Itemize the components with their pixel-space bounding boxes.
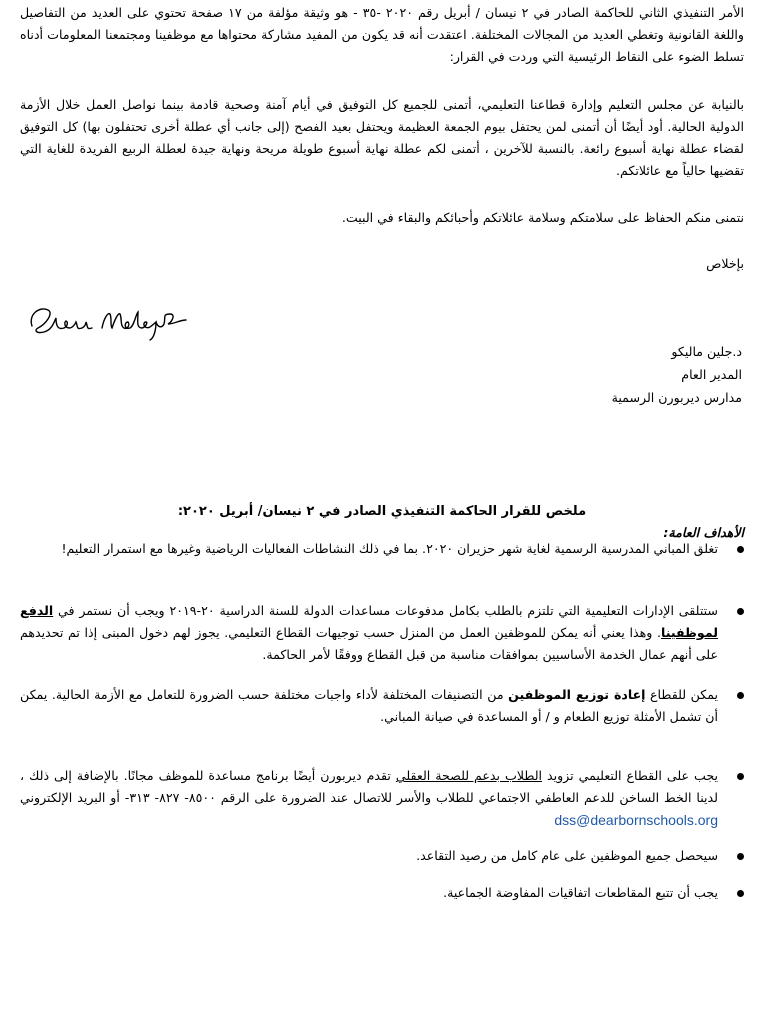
bullet-text-pre: يمكن للقطاع (645, 687, 718, 702)
signer-name: د.جلين ماليكو (671, 344, 742, 359)
bullet-emphasis: الدفع لموظفينا (20, 603, 718, 640)
bullet-list-item (20, 765, 744, 832)
bullet-emphasis: إعادة توزيع الموظفين (508, 687, 646, 702)
bullet-list-item (20, 845, 744, 867)
bullet-text-pre: يجب على القطاع التعليمي تزويد (542, 768, 718, 783)
signer-title: المدير العام (681, 367, 742, 382)
list-item (20, 765, 744, 832)
list-item (20, 538, 744, 560)
bullet-text-post: . وهذا يعني أنه يمكن للموظفين العمل من المنزل حسب توجيهات القطاع التعليمي. يجوز لهم دخول المبنى إذا تم تحديدهم على أنهم عمال الخدمة الأساسيين بموافقات مناسبة من قبل القطاع ووفقًا لأمر الحاكمة. (20, 625, 718, 662)
intro-paragraph: الأمر التنفيذي الثاني للحاكمة الصادر في ٢ نيسان / أبريل رقم ٢٠٢٠ -٣٥ - هو وثيقة مؤلفة من ١٧ صفحة تحتوي على العديد من التفاصيل واللغة القانونية وتغطي العديد من المجالات المختلفة. اعتقدت أنه قد يكون من المفيد مشاركة محتواها مع موظفينا ومجتمعنا المعلومات أدناه تسلط الضوء على النقاط الرئيسية التي وردت في القرار: (20, 5, 744, 64)
bullet-emphasis: الطلاب بدعم للصحة العقلي (395, 768, 543, 783)
handwritten-signature (24, 300, 194, 342)
closing-line: بإخلاص (706, 256, 744, 271)
bullet-icon (737, 853, 744, 860)
list-item (20, 684, 744, 728)
bullet-list-item (20, 882, 744, 904)
bullet-text: تغلق المباني المدرسية الرسمية لغاية شهر حزيران ٢٠٢٠. بما في ذلك النشاطات الفعاليات الرياضية وغيرها مع استمرار التعليم! (61, 541, 718, 556)
support-email-link[interactable]: dss@dearbornschools.org (554, 812, 718, 828)
wishes-paragraph: بالنيابة عن مجلس التعليم وإدارة قطاعنا التعليمي، أتمنى للجميع كل التوفيق في أيام آمنة وصحية قادمة بينما نواصل العمل خلال الأزمة الدولية الحالية. أود أيضًا أن أتمنى لمن يحتفل بيوم الجمعة العظيمة ويحتفل بعيد الفصح (إلى جانب أي عطلة أخرى تحتفلون بها) كل التوفيق لقضاء عطلة نهاية أسبوع رائعة. بالنسبة للآخرين ، أتمنى لكم عطلة نهاية أسبوع طويلة مريحة ونهاية جيدة لعطلة الربيع الفريدة للغاية التي تقضيها حالياً مع عائلاتكم. (20, 97, 744, 178)
bullet-list-item (20, 684, 744, 728)
bullet-icon (737, 546, 744, 553)
bullet-text-post: تقدم ديربورن أيضًا برنامج مساعدة للموظف مجانًا. بالإضافة إلى ذلك ، لدينا الخط الساخن للدعم العاطفي الاجتماعي للطلاب والأسر للاتصال عند الضرورة على الرقم ٨٥٠٠- ٨٢٧- ٣١٣- أو البريد الإلكتروني (20, 768, 718, 805)
bullet-list-item (20, 538, 744, 560)
list-item (20, 600, 744, 666)
bullet-text: يجب أن تتبع المقاطعات اتفاقيات المفاوضة الجماعية. (443, 885, 718, 900)
bullet-icon (737, 608, 744, 615)
bullet-list-item (20, 600, 744, 666)
signature-block (20, 340, 742, 409)
bullet-icon (737, 890, 744, 897)
bullet-text-pre: ستتلقى الإدارات التعليمية التي تلتزم بالطلب بكامل مدفوعات مساعدات الدولة للسنة الدراسية ٢٠-٢٠١٩ ويجب أن نستمر في (53, 603, 718, 618)
bullet-icon (737, 773, 744, 780)
summary-heading: ملخص للقرار الحاكمة التنفيذي الصادر في ٢ نيسان/ أبريل ٢٠٢٠: (177, 504, 587, 519)
bullet-text-post: من التصنيفات المختلفة لأداء واجبات مختلفة حسب الضرورة للتعامل مع الأزمة الحالية. يمكن أن تشمل الأمثلة توزيع الطعام و / أو المساعدة في صيانة المباني. (20, 687, 718, 724)
list-item (20, 845, 744, 867)
bullet-text: سيحصل جميع الموظفين على عام كامل من رصيد التقاعد. (416, 848, 718, 863)
general-goals-label: الأهداف العامة: (663, 525, 744, 540)
safety-wish-line: نتمنى منكم الحفاظ على سلامتكم وسلامة عائلاتكم وأحبائكم والبقاء في البيت. (341, 210, 744, 225)
organization-name: مدارس ديربورن الرسمية (611, 390, 742, 405)
list-item (20, 882, 744, 904)
bullet-icon (737, 692, 744, 699)
